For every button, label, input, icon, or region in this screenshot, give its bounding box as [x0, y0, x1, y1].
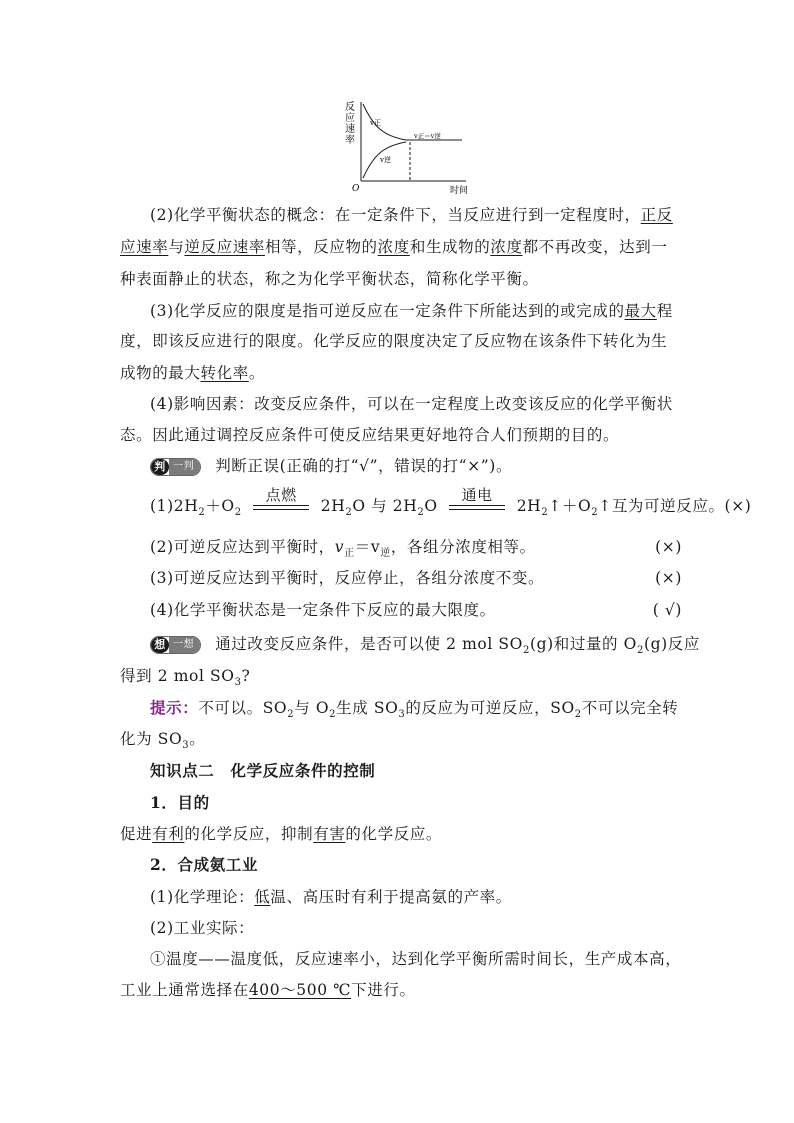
p4-line-1: (4)影响因素：改变反应条件，可以在一定程度上改变该反应的化学平衡状 — [150, 395, 673, 413]
hint-label: 提示： — [150, 698, 199, 717]
section-sub-heading-2: 2．合成氨工业 — [150, 855, 258, 874]
y-axis-label-4: 率 — [345, 135, 355, 146]
forward-rate-label: v正 — [370, 119, 381, 127]
p3-line-1: (3)化学反应的限度是指可逆反应在一定条件下所能达到的或完成的最大程 — [150, 302, 673, 320]
p2-line-3: 种表面静止的状态，称之为化学平衡状态，简称化学平衡。 — [120, 270, 539, 288]
equal-rate-label: v正＝v逆 — [414, 132, 441, 140]
y-axis-label-2: 应 — [345, 113, 355, 124]
p2-line-1: (2)化学平衡状态的概念：在一定条件下，当反应进行到一定程度时，正反 — [150, 206, 673, 224]
p2-line-2: 应速率与逆反应速率相等，反应物的浓度和生成物的浓度都不再改变，达到一 — [120, 238, 668, 256]
judge-item-1: $(1)2H_2+O_2$ 点燃 $2H_2O$ 与 $2H_2O$ 通电 $2H_2↑+O_2↑$互为可逆反应。(×) — [150, 486, 752, 519]
section-text-1: 促进有利的化学反应，抑制有害的化学反应。 — [120, 825, 443, 843]
p3-line-3: 成物的最大转化率。 — [120, 364, 265, 382]
judge-item-4: (4)化学平衡状态是一定条件下反应的最大限度。 ( √) — [120, 594, 710, 626]
section-text-4: ①温度——温度低，反应速率小，达到化学平衡所需时间长，生产成本高， — [150, 950, 682, 968]
think-question-line-1: 想 一想 通过改变反应条件，是否可以使 2 mol $SO_2(g)$和过量的 $O_2(g)$反应 — [120, 628, 710, 667]
judge-badge: 判 一判 — [150, 458, 201, 476]
judge-mark-2: (×) — [655, 538, 682, 556]
judge-intro: 判 一判 判断正误(正确的打“√”，错误的打“×”)。 — [120, 450, 710, 482]
y-axis-label-1: 反 — [345, 102, 355, 113]
rate-time-graph — [340, 98, 480, 196]
arrow-ignite: 点燃 — [253, 497, 309, 517]
p3-line-2: 度，即该反应进行的限度。化学反应的限度决定了反应物在该条件下转化为生 — [120, 332, 668, 350]
hint-line-1: 提示：不可以。$SO_2$与 $O_2$生成 $SO_3$的反应为可逆反应，$SO_2$不可以完全转 — [150, 698, 679, 721]
section-text-5: 工业上通常选择在400～500 ℃下进行。 — [120, 981, 416, 999]
hint-line-2: 化为 $SO_3$。 — [120, 730, 206, 752]
judge-item-3: (3)可逆反应达到平衡时，反应停止，各组分浓度不变。 (×) — [120, 562, 710, 594]
think-badge: 想 一想 — [150, 636, 201, 654]
judge-mark-4: ( √) — [652, 601, 682, 619]
arrow-electrolysis: 通电 — [449, 497, 505, 517]
graph-axes — [361, 102, 466, 181]
reverse-rate-label: v逆 — [380, 156, 391, 164]
origin-label: O — [352, 184, 360, 194]
x-axis-label: 时间 — [450, 186, 469, 196]
section-text-2: (1)化学理论：低温、高压时有利于提高氨的产率。 — [150, 888, 512, 906]
judge-item-2: (2)可逆反应达到平衡时，$v_正=v_逆$，各组分浓度相等。 (×) — [120, 531, 710, 570]
section-heading: 知识点二 化学反应条件的控制 — [150, 761, 376, 780]
think-question-line-2: 得到 2 mol $SO_3$? — [120, 667, 251, 689]
judge-mark-3: (×) — [655, 569, 682, 587]
section-text-3: (2)工业实际： — [150, 919, 255, 937]
p4-line-2: 态。因此通过调控反应条件可使反应结果更好地符合人们预期的目的。 — [120, 426, 620, 444]
y-axis-label-3: 速 — [345, 124, 355, 135]
section-sub-heading-1: 1．目的 — [150, 793, 210, 812]
